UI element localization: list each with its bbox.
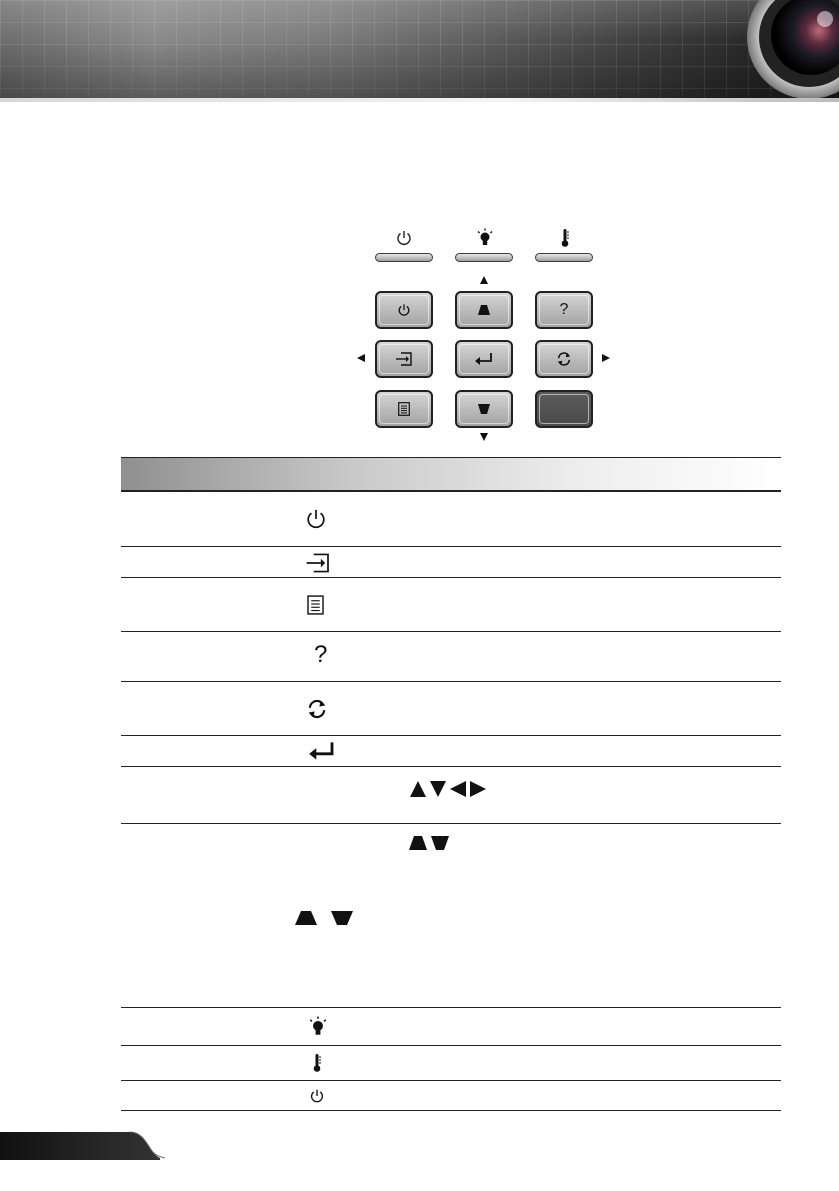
keystone-down-icon [477,403,491,415]
table-row-lamp [121,1008,781,1046]
power-icon [308,1087,326,1105]
source-icon [395,352,413,366]
banner-shade [0,0,839,100]
table-row-enter [121,736,781,767]
lamp-icon [307,1016,329,1038]
arrow-right-icon [601,353,611,363]
four-direction-keys-icon [409,779,493,799]
menu-icon [398,402,410,416]
down-key[interactable] [455,390,513,428]
header-banner [0,0,839,100]
table-row-temp [121,1046,781,1081]
menu-key[interactable] [375,390,433,428]
enter-key[interactable] [455,340,513,378]
source-key[interactable] [375,340,433,378]
table-row-help [121,632,781,682]
enter-icon [304,741,340,761]
lamp-icon [475,228,495,248]
up-key[interactable] [455,291,513,329]
resync-icon [555,351,573,367]
temp-indicator-light [535,253,593,262]
table-header [121,457,781,492]
table-row-resync [121,682,781,736]
power-icon [394,228,414,248]
help-key[interactable] [535,291,593,329]
arrow-up-icon [479,275,489,285]
table-row-keystone [121,824,781,1008]
power-indicator-light [375,253,433,262]
resync-icon [305,698,329,720]
power-key[interactable] [375,291,433,329]
table-row-four-direction [121,767,781,824]
control-panel [340,220,640,450]
enter-icon [474,352,494,366]
table-row-power [121,492,781,547]
thermometer-icon [307,1052,327,1074]
page-number-tab [0,1130,170,1160]
banner-bottom-edge [0,98,839,102]
resync-key[interactable] [535,340,593,378]
keystone-keys-icon [409,834,453,852]
arrow-down-icon [479,432,489,442]
thermometer-icon [555,228,575,248]
help-icon: ? [559,301,569,318]
keystone-keys-secondary-icon [295,910,353,926]
projector-lens-graphic [729,0,839,100]
power-icon [396,302,412,318]
keystone-up-icon [477,304,491,316]
menu-icon [307,594,324,616]
table-row-source [121,547,781,578]
power-icon [303,506,329,532]
help-icon: ? [314,641,328,668]
table-row-power-led [121,1081,781,1111]
lamp-indicator-light [455,253,513,262]
blank-key[interactable] [535,390,593,428]
source-icon [303,553,333,573]
arrow-left-icon [356,353,366,363]
table-row-menu [121,578,781,632]
